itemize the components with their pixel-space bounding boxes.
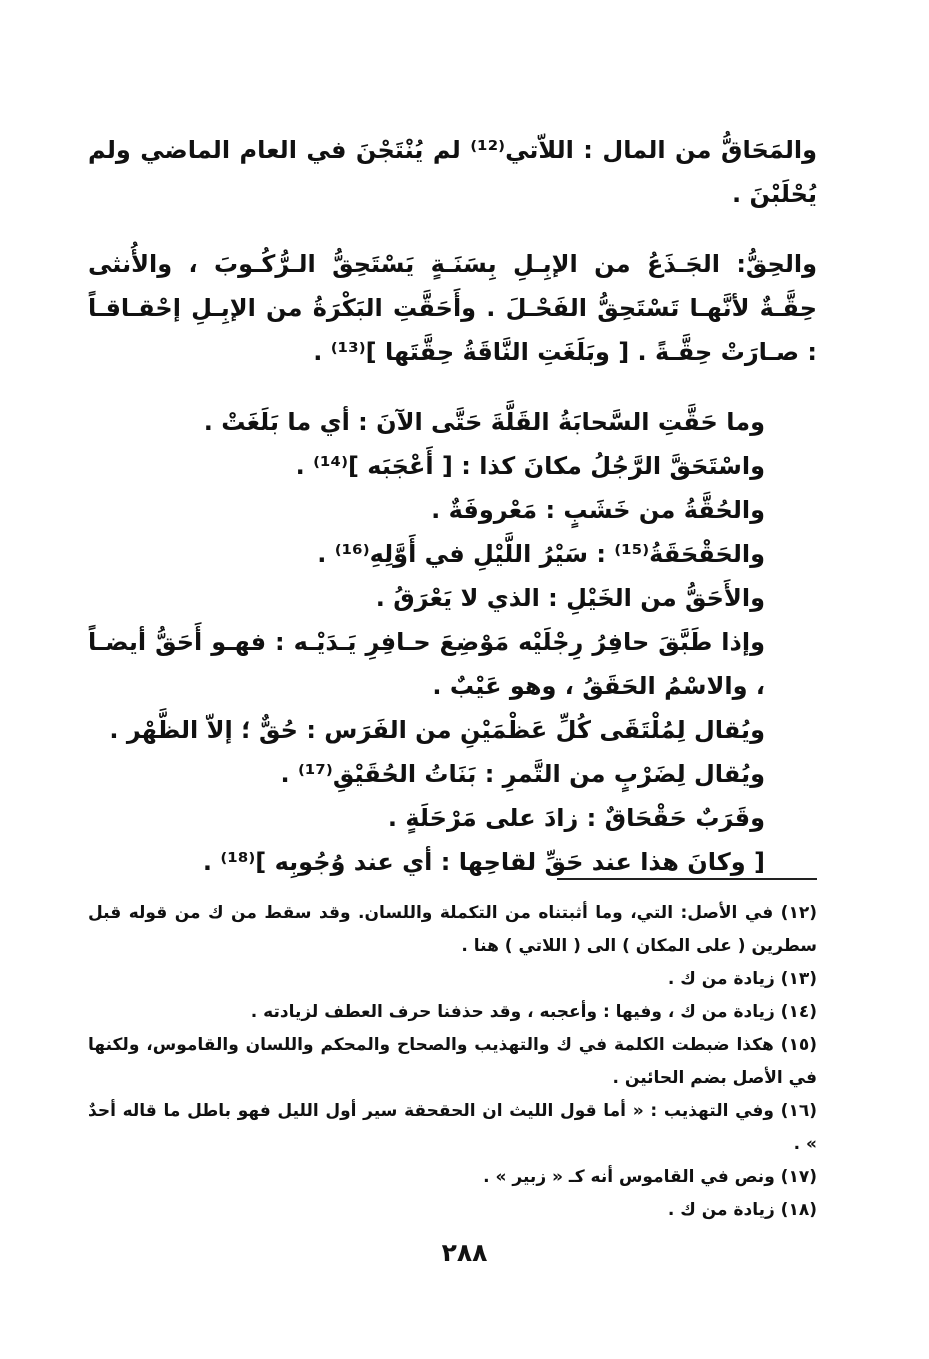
footnote-18: (١٨) زيادة من ك . [667,1200,817,1220]
line-haqqat-alsahaba: وما حَقَّتِ السَّحابَةُ القَلَّةَ حَتَّى الآنَ : أي ما بَلَغَتْ . [203,408,765,436]
footnote-13: (١٣) زيادة من ك . [667,969,817,989]
line-mult aqa: ويُقال لِمُلْتَقَى كُلِّ عَظْمَيْنِ من الفَرَس : حُقٌّ ؛ إلاّ الظَّهْر . [109,716,765,744]
line-ahaqq: والأَحَقُّ من الخَيْلِ : الذي لا يَعْرَقُ . [375,584,765,612]
paragraph-haqaq: وإذا طَبَّقَ حافِرُ رِجْلَيْه مَوْضِعَ حـافِرِ يَـدَيْـه : فهـو أَحَقُّ أيضـاً ، والاسْمُ الحَقَقُ ، وهو عَيْبٌ . [88,628,765,700]
footnote-16: (١٦) وفي التهذيب : « أما قول الليث ان الحقحقة سير أول الليل فهو باطل ما قاله أحدٌ » . [88,1101,817,1154]
line-istahaqqa: واسْتَحَقَّ الرَّجُلُ مكانَ كذا : [ أَعْجَبَه ]⁽¹⁴⁾ . [295,452,765,480]
line-huqqa: والحُقَّةُ من خَشَبٍ : مَعْروفَةٌ . [431,496,765,524]
footnote-14: (١٤) زيادة من ك ، وفيها : وأعجبه ، وقد حذفنا حرف العطف لزيادته . [250,1002,817,1022]
paragraph-mahaq: والمَحَاقُّ من المال : اللاّتي⁽¹²⁾ لم يُنْتَجْنَ في العام الماضي ولم يُحْلَبْنَ . [88,136,818,208]
footnotes [88,897,817,1227]
paragraph-hiq: والحِقُّ: الجَـذَعُ من الإبِـلِ بِسَنَـةٍ يَسْتَحِقُّ الـرُّكُـوبَ ، والأُنثى حِقَّـةٌ لأنَّهـا تَسْتَحِقُّ الفَحْـلَ . وأَحَقَّتِ البَكْرَةُ من الإبِـلِ إحْقـاقـاً : صـارَتْ حِقَّـةً . [ وبَلَغَتِ النَّاقَةُ حِقَّتَها ]⁽¹³⁾ . [88,250,817,366]
footnote-separator [557,878,817,880]
main-text [88,128,817,884]
line-banat-alhuqayq: ويُقال لِضَرْبٍ من التَّمرِ : بَنَاتُ الحُقَيْقِ⁽¹⁷⁾ . [280,760,765,788]
page-number: ٢٨٨ [441,1238,488,1267]
footnote-15: (١٥) هكذا ضبطت الكلمة في ك والتهذيب والصحاح والمحكم واللسان والقاموس، ولكنها في الأصل بضم الحائين . [88,1035,817,1088]
line-qarab-haqhaq: وقَرَبٌ حَقْحَاقٌ : زادَ على مَرْحَلَةٍ . [387,804,765,832]
footnote-12: (١٢) في الأصل: التي، وما أثبتناه من التكملة واللسان. وقد سقط من ك من قوله قبل سطرين ( على المكان ) الى ( اللاتي ) هنا . [88,903,817,956]
footnote-17: (١٧) ونص في القاموس أنه كـ « زبير » . [483,1167,817,1187]
line-haqhaqa: والحَقْحَقَةُ⁽¹⁵⁾ : سَيْرُ اللَّيْلِ في أَوَّلِهِ⁽¹⁶⁾ . [317,540,765,568]
line-haqq-liqahiha: [ وكانَ هذا عند حَقِّ لقاحِها : أي عند وُجُوبِه ]⁽¹⁸⁾ . [202,848,765,876]
